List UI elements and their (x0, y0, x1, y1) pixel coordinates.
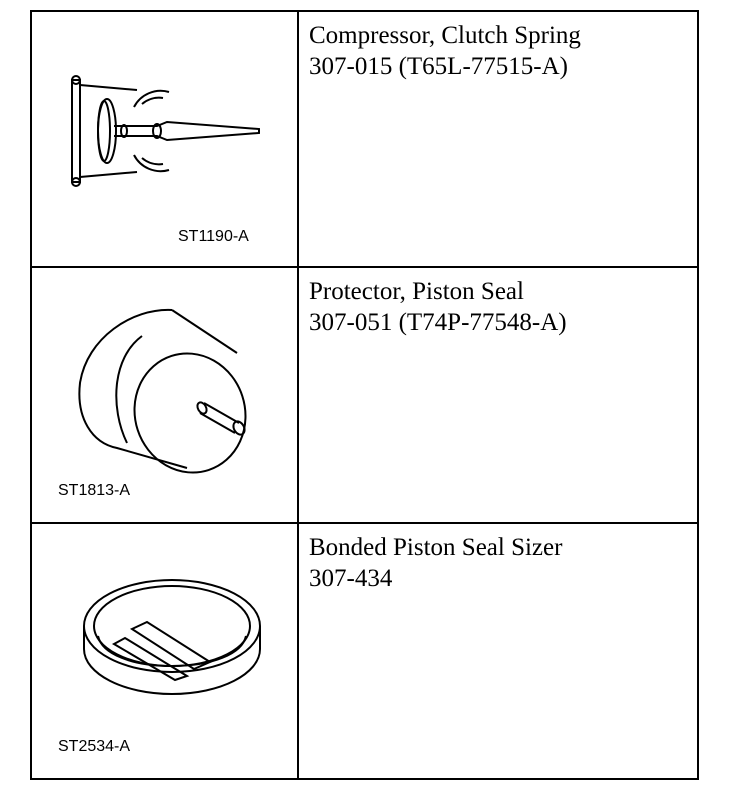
tool-description-cell (298, 523, 698, 779)
tool-illustration-cell (31, 11, 298, 267)
tool-name: Bonded Piston Seal Sizer (309, 534, 563, 561)
tool-description-cell (298, 267, 698, 523)
tool-illustration-cell (31, 523, 298, 779)
tool-name: Compressor, Clutch Spring (309, 22, 581, 49)
special-tools-table (30, 10, 699, 780)
tool-illustration-cell (31, 267, 298, 523)
art-id-label: ST2534-A (58, 738, 131, 755)
art-id-label: ST1813-A (58, 482, 131, 499)
art-id-label: ST1190-A (178, 228, 249, 245)
table-row (31, 523, 698, 779)
table-row (31, 11, 698, 267)
tool-description-cell (298, 11, 698, 267)
clutch-spring-compressor-icon (32, 12, 297, 266)
tool-name: Protector, Piston Seal (309, 278, 524, 305)
tool-number: 307-051 (T74P-77548-A) (309, 309, 567, 336)
tool-number: 307-434 (309, 565, 393, 592)
table-row (31, 267, 698, 523)
tool-number: 307-015 (T65L-77515-A) (309, 53, 568, 80)
